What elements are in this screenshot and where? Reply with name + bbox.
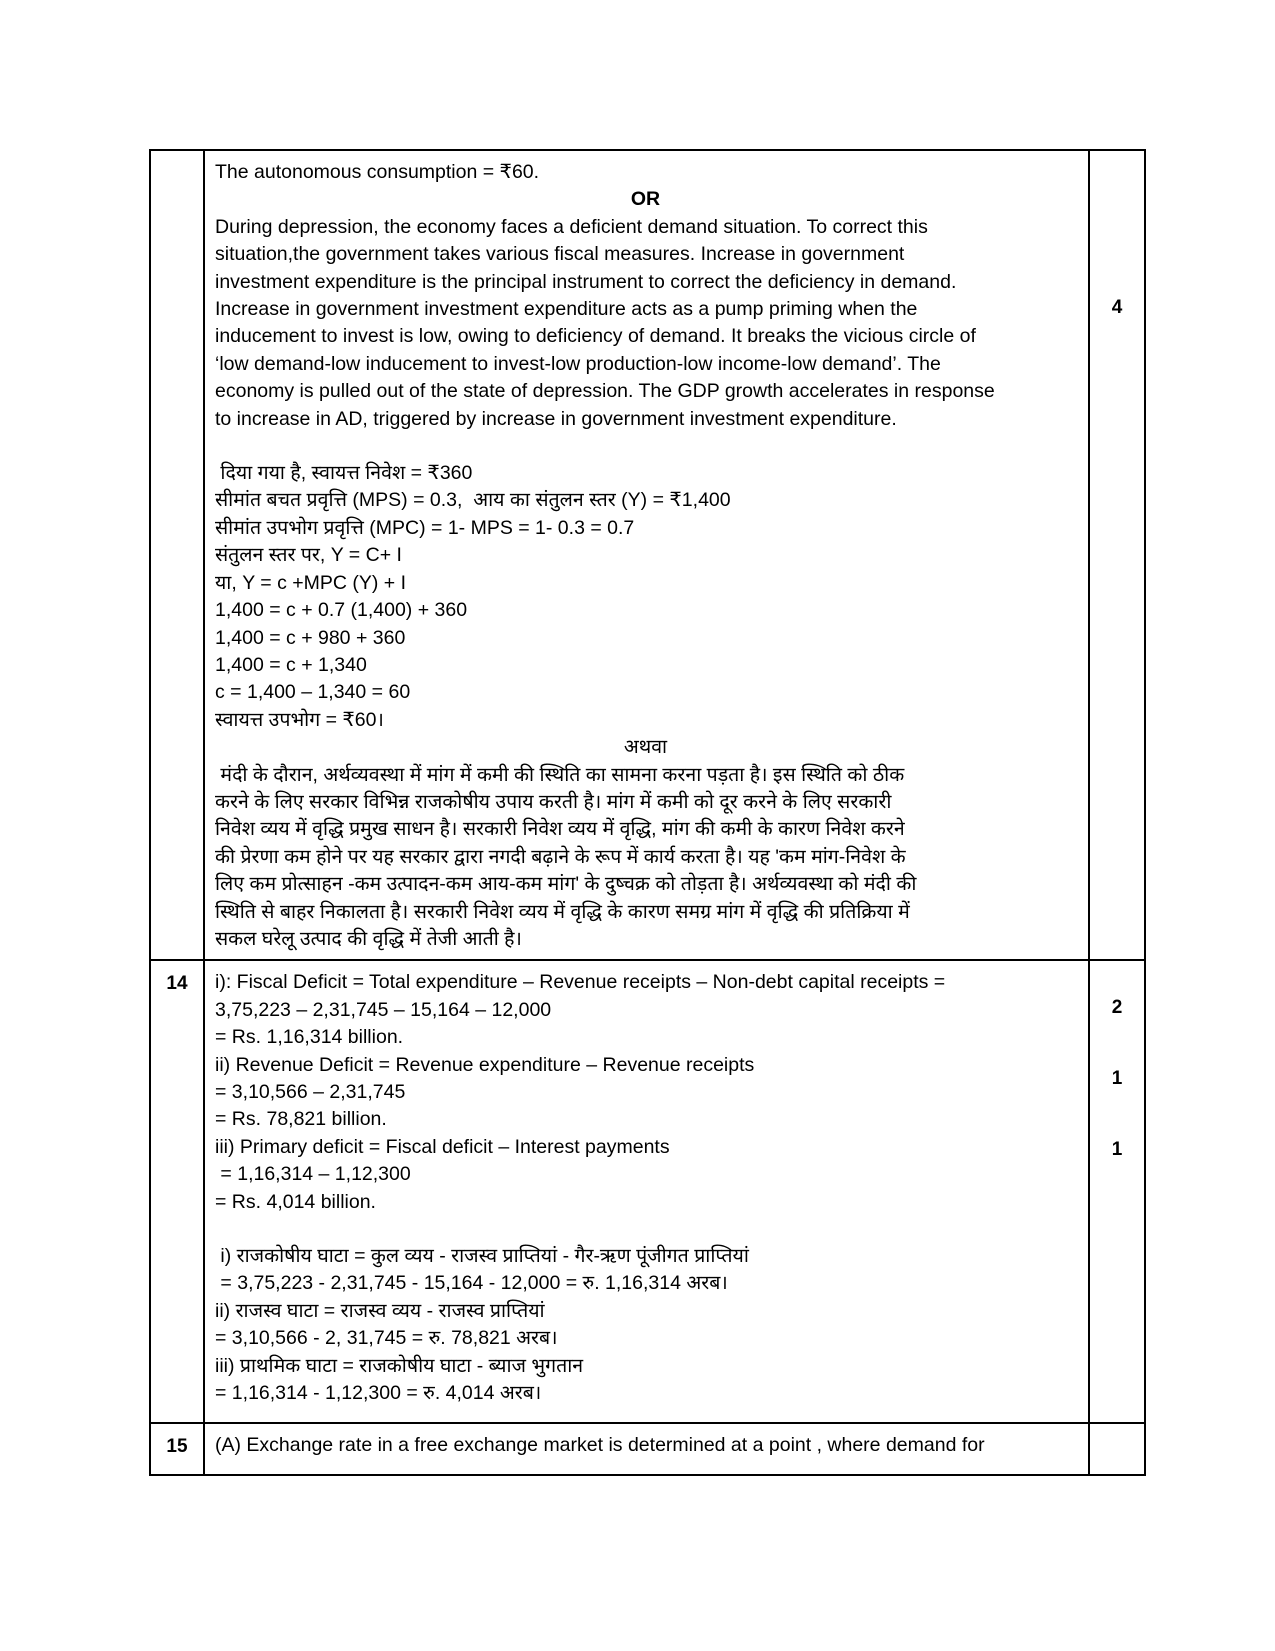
working-line: = 3,10,566 - 2, 31,745 = रु. 78,821 अरब। — [215, 1327, 558, 1350]
working-line: iii) प्राथमिक घाटा = राजकोषीय घाटा - ब्याज भुगतान — [215, 1354, 584, 1377]
question-number-cell — [150, 1423, 204, 1475]
paragraph-line: situation,the government takes various fiscal measures. Increase in government — [215, 243, 905, 266]
english-paragraph — [215, 214, 1076, 433]
paragraph-line: मंदी के दौरान, अर्थव्यवस्था में मांग में कमी की स्थिति का सामना करना पड़ता है। इस स्थिति को ठीक — [215, 763, 905, 786]
marks-cell — [1089, 960, 1145, 1423]
hindi-paragraph — [215, 762, 1076, 954]
working-line: 1,400 = c + 980 + 360 — [215, 626, 406, 649]
paragraph-line: to increase in AD, triggered by increase in government investment expenditure. — [215, 407, 897, 430]
paragraph-line: During depression, the economy faces a deficient demand situation. To correct this — [215, 215, 928, 238]
paragraph-line: सकल घरेलू उत्पाद की वृद्धि में तेजी आती है। — [215, 927, 522, 950]
answer-row-14 — [150, 960, 1145, 1423]
working-line: = Rs. 1,16,314 billion. — [215, 1026, 404, 1049]
working-line: i) राजकोषीय घाटा = कुल व्यय - राजस्व प्राप्तियां - गैर-ऋण पूंजीगत प्राप्तियां — [215, 1245, 749, 1268]
paragraph-line: investment expenditure is the principal instrument to correct the deficiency in demand. — [215, 270, 957, 293]
answer-content-cell — [204, 1423, 1089, 1475]
answer-line: The autonomous consumption = ₹60. — [215, 161, 540, 183]
question-number-cell — [150, 150, 204, 960]
working-line: सीमांत बचत प्रवृत्ति (MPS) = 0.3, आय का संतुलन स्तर (Y) = ₹1,400 — [215, 489, 731, 512]
paragraph-line: economy is pulled out of the state of depression. The GDP growth accelerates in response — [215, 380, 995, 403]
marks-value: 2 — [1111, 997, 1123, 1019]
question-number: 14 — [166, 973, 188, 995]
working-line: c = 1,400 – 1,340 = 60 — [215, 681, 411, 704]
hindi-working — [215, 460, 1076, 734]
paragraph-line: ‘low demand-low inducement to invest-low production-low income-low demand’. The — [215, 352, 941, 375]
question-number-cell — [150, 960, 204, 1423]
question-number — [151, 151, 203, 163]
marks-cell — [1089, 1423, 1145, 1475]
working-line: i): Fiscal Deficit = Total expenditure – Revenue receipts – Non-debt capital receipts = — [215, 971, 946, 994]
answer-content-cell — [204, 960, 1089, 1423]
marks-value: 4 — [1111, 297, 1123, 318]
paragraph-line: स्थिति से बाहर निकालता है। सरकारी निवेश व्यय में वृद्धि के कारण समग्र मांग में वृद्धि की प्रतिक्रिया में — [215, 900, 910, 923]
paragraph-line: निवेश व्यय में वृद्धि प्रमुख साधन है। सरकारी निवेश व्यय में वृद्धि, मांग की कमी के कारण निवेश करने — [215, 818, 905, 841]
working-line: iii) Primary deficit = Fiscal deficit – Interest payments — [215, 1135, 670, 1158]
marks-value: 1 — [1111, 1068, 1123, 1090]
paragraph-line: inducement to invest is low, owing to deficiency of demand. It breaks the vicious circle of — [215, 325, 976, 348]
answer-row-13-continued — [150, 150, 1145, 960]
working-line: = 1,16,314 - 1,12,300 = रु. 4,014 अरब। — [215, 1382, 542, 1405]
answer-key-table — [149, 149, 1146, 1476]
working-line: 1,400 = c + 1,340 — [215, 653, 367, 676]
working-line: ii) Revenue Deficit = Revenue expenditure – Revenue receipts — [215, 1053, 755, 1076]
working-line: = Rs. 4,014 billion. — [215, 1190, 376, 1213]
working-line: 1,400 = c + 0.7 (1,400) + 360 — [215, 599, 468, 622]
hindi-or-separator: अथवा — [623, 736, 668, 759]
paragraph-line: Increase in government investment expenditure acts as a pump priming when the — [215, 298, 918, 321]
spacer — [215, 1216, 1076, 1243]
marks-cell — [1089, 150, 1145, 960]
working-line: = 1,16,314 – 1,12,300 — [215, 1163, 411, 1186]
paragraph-line: करने के लिए सरकार विभिन्न राजकोषीय उपाय करती है। मांग में कमी को दूर करने के लिए सरकारी — [215, 790, 892, 813]
working-line: दिया गया है, स्वायत्त निवेश = ₹360 — [215, 462, 473, 485]
answer-row-15 — [150, 1423, 1145, 1475]
english-working — [215, 969, 1076, 1216]
spacer — [215, 433, 1076, 460]
question-number: 15 — [166, 1436, 188, 1458]
working-line: संतुलन स्तर पर, Y = C+ I — [215, 544, 402, 567]
working-line: = 3,75,223 - 2,31,745 - 15,164 - 12,000 = रु. 1,16,314 अरब। — [215, 1272, 728, 1295]
hindi-working — [215, 1243, 1076, 1407]
working-line: ii) राजस्व घाटा = राजस्व व्यय - राजस्व प्राप्तियां — [215, 1299, 545, 1322]
working-line: सीमांत उपभोग प्रवृत्ति (MPC) = 1- MPS = 1- 0.3 = 0.7 — [215, 516, 635, 539]
working-line: = 3,10,566 – 2,31,745 — [215, 1081, 406, 1103]
working-line: स्वायत्त उपभोग = ₹60। — [215, 708, 384, 731]
answer-line: (A) Exchange rate in a free exchange market is determined at a point , where demand for — [215, 1434, 985, 1457]
working-line: = Rs. 78,821 billion. — [215, 1108, 387, 1131]
paragraph-line: की प्रेरणा कम होने पर यह सरकार द्वारा नगदी बढ़ाने के रूप में कार्य करता है। यह 'कम मांग-निवेश के — [215, 845, 906, 868]
paragraph-line: लिए कम प्रोत्साहन -कम उत्पादन-कम आय-कम मांग' के दुष्चक्र को तोड़ता है। अर्थव्यवस्था को मंदी की — [215, 873, 917, 896]
answer-content-cell — [204, 150, 1089, 960]
marks-value: 1 — [1111, 1139, 1123, 1161]
working-line: 3,75,223 – 2,31,745 – 15,164 – 12,000 — [215, 998, 552, 1021]
or-separator: OR — [630, 188, 661, 211]
working-line: या, Y = c +MPC (Y) + I — [215, 571, 407, 594]
